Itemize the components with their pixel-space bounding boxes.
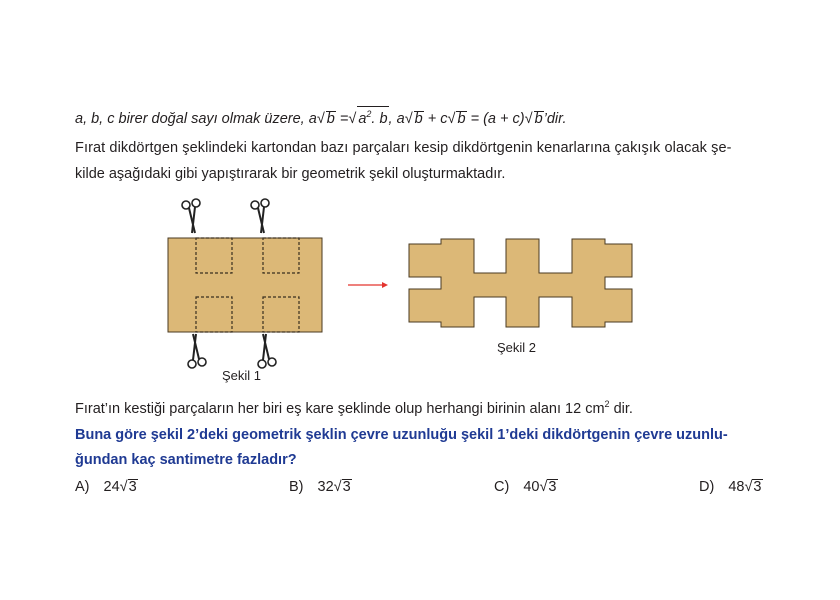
option-value: 48√3 bbox=[728, 479, 762, 495]
option-value: 32√3 bbox=[317, 479, 351, 495]
info-line bbox=[75, 399, 633, 417]
option-letter: D) bbox=[699, 479, 715, 495]
scissors-icon bbox=[251, 199, 269, 233]
sqrt-symbol: √ bbox=[348, 110, 357, 127]
paragraph-line-1: Fırat dikdörtgen şeklindeki kartondan bazı parçaları kesip dikdörtgenin kenarlarına çakışık olacak şe- bbox=[75, 140, 732, 156]
formula-coef: a bbox=[308, 110, 317, 127]
scissors-icon bbox=[188, 334, 206, 368]
figure-2-label: Şekil 2 bbox=[497, 340, 537, 355]
sqrt-symbol: √ bbox=[404, 110, 413, 127]
option-value: 40√3 bbox=[523, 479, 557, 495]
figure-2-shape bbox=[409, 239, 632, 327]
sqrt-symbol: √ bbox=[524, 110, 533, 127]
arrow-icon bbox=[348, 282, 388, 288]
info-text: Fırat’ın kestiği parçaların her biri eş kare şeklinde olup herhangi birinin alanı 12 cm bbox=[75, 400, 605, 417]
option-letter: B) bbox=[289, 479, 304, 495]
question-line-1: Buna göre şekil 2’deki geometrik şeklin çevre uzunluğu şekil 1’deki dikdörtgenin çevre uzunlu- bbox=[75, 427, 728, 443]
radicand: b bbox=[457, 110, 466, 127]
plus-term: + c bbox=[427, 110, 448, 127]
option-b[interactable] bbox=[289, 479, 352, 495]
radicand: $a^2$. b bbox=[357, 106, 388, 126]
info-exponent: 2 bbox=[604, 399, 610, 409]
sqrt-symbol: √ bbox=[316, 110, 325, 127]
info-tail: dir. bbox=[609, 400, 633, 417]
radicand: b bbox=[534, 110, 543, 127]
paragraph-line-2: kilde aşağıdaki gibi yapıştırarak bir geometrik şekil oluşturmaktadır. bbox=[75, 166, 506, 182]
option-a[interactable] bbox=[75, 479, 138, 495]
equals-term: = (a + c) bbox=[470, 110, 525, 127]
radicand: b bbox=[414, 110, 423, 127]
formula-lead: a, b, c birer doğal sayı olmak üzere, bbox=[75, 110, 305, 127]
equals: = bbox=[339, 110, 349, 127]
figure-1-label: Şekil 1 bbox=[222, 368, 262, 383]
radicand: b bbox=[326, 110, 335, 127]
option-d[interactable] bbox=[699, 479, 763, 495]
separator: , bbox=[388, 110, 393, 127]
option-value: 24√3 bbox=[103, 479, 137, 495]
option-letter: C) bbox=[494, 479, 510, 495]
question-line-2: ğundan kaç santimetre fazladır? bbox=[75, 452, 297, 468]
formula-tail: ’dir. bbox=[543, 110, 567, 127]
option-c[interactable] bbox=[494, 479, 558, 495]
formula-coef: a bbox=[396, 110, 405, 127]
scissors-icon bbox=[182, 199, 200, 233]
option-letter: A) bbox=[75, 479, 90, 495]
scissors-icon bbox=[258, 334, 276, 368]
sqrt-symbol: √ bbox=[447, 110, 456, 127]
